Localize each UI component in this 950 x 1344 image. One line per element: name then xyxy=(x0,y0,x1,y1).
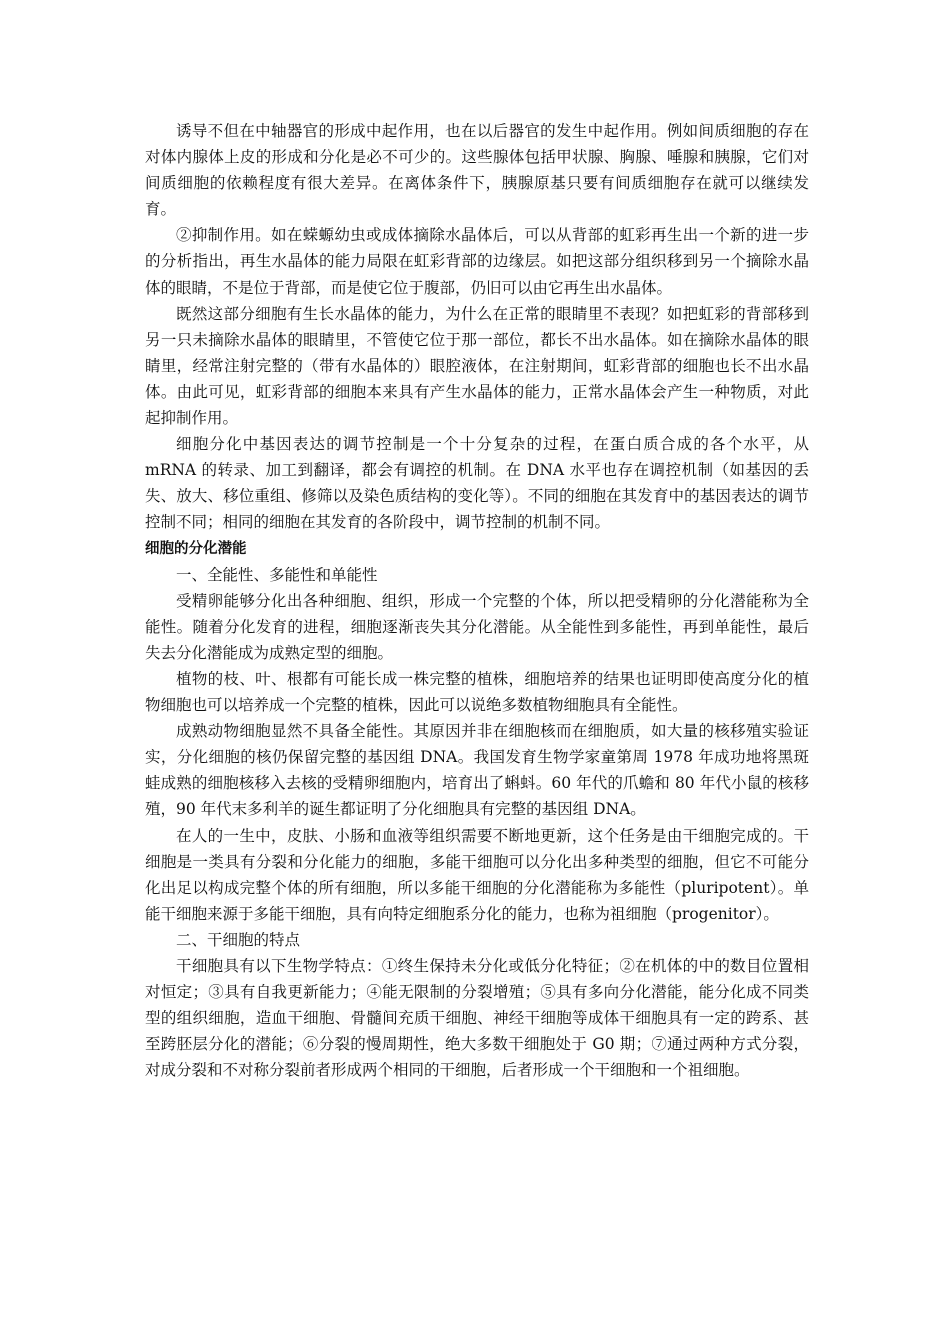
document-page xyxy=(145,118,809,1083)
paragraph-stem-cell-features: 干细胞具有以下生物学特点：①终生保持未分化或低分化特征；②在机体的中的数目位置相对恒定；③具有自我更新能力；④能无限制的分裂增殖；⑤具有多向分化潜能，能分化成不同类型的组织细胞，造血干细胞、骨髓间充质干细胞、神经干细胞等成体干细胞具有一定的跨系、甚至跨胚层分化的潜能；⑥分裂的慢周期性，绝大多数干细胞处于 G0 期；⑦通过两种方式分裂，对成分裂和不对称分裂前者形成两个相同的干细胞，后者形成一个干细胞和一个祖细胞。 xyxy=(145,957,809,1080)
paragraph-plant-cells: 植物的枝、叶、根都有可能长成一株完整的植株，细胞培养的结果也证明即使高度分化的植物细胞也可以培养成一个完整的植株，因此可以说绝多数植物细胞具有全能性。 xyxy=(145,669,809,715)
paragraph-induction: 诱导不但在中轴器官的形成中起作用，也在以后器官的发生中起作用。例如间质细胞的存在对体内腺体上皮的形成和分化是必不可少的。这些腺体包括甲状腺、胸腺、唾腺和胰腺，它们对间质细胞的依赖程度有很大差异。在离体条件下，胰腺原基只要有间质细胞存在就可以继续发育。 xyxy=(145,122,809,219)
paragraph-stem-cells: 在人的一生中，皮肤、小肠和血液等组织需要不断地更新，这个任务是由干细胞完成的。干细胞是一类具有分裂和分化能力的细胞，多能干细胞可以分化出多种类型的细胞，但它不可能分化出足以构成完整个体的所有细胞，所以多能干细胞的分化潜能称为多能性（pluripotent）。单能干细胞来源于多能干细胞，具有向特定细胞系分化的能力，也称为祖细胞（progenitor）。 xyxy=(145,826,809,923)
section-heading: 细胞的分化潜能 xyxy=(145,540,247,557)
paragraph-animal-cells: 成熟动物细胞显然不具备全能性。其原因并非在细胞核而在细胞质，如大量的核移殖实验证实，分化细胞的核仍保留完整的基因组 DNA。我国发育生物学家童第周 1978 年成功地将黑斑蛙成熟的细胞核移入去核的受精卵细胞内，培育出了蝌蚪。60 年代的爪蟾和 80 年代小鼠的核移殖，90 年代末多利羊的诞生都证明了分化细胞具有完整的基因组 DNA。 xyxy=(145,722,809,819)
paragraph-gene-regulation: 细胞分化中基因表达的调节控制是一个十分复杂的过程，在蛋白质合成的各个水平，从 mRNA 的转录、加工到翻译，都会有调控的机制。在 DNA 水平也存在调控机制（如基因的丢失、放大、移位重组、修筛以及染色质结构的变化等）。不同的细胞在其发育中的基因表达的调节控制不同；相同的细胞在其发育的各阶段中，调节控制的机制不同。 xyxy=(145,435,809,532)
paragraph-totipotency: 受精卵能够分化出各种细胞、组织，形成一个完整的个体，所以把受精卵的分化潜能称为全能性。随着分化发育的进程，细胞逐渐丧失其分化潜能。从全能性到多能性，再到单能性，最后失去分化潜能成为成熟定型的细胞。 xyxy=(145,591,809,662)
paragraph-lens-question: 既然这部分细胞有生长水晶体的能力，为什么在正常的眼睛里不表现？如把虹彩的背部移到另一只未摘除水晶体的眼睛里，不管使它位于那一部位，都长不出水晶体。如在摘除水晶体的眼睛里，经常注射完整的（带有水晶体的）眼腔液体，在注射期间，虹彩背部的细胞也长不出水晶体。由此可见，虹彩背部的细胞本来具有产生水晶体的能力，正常水晶体会产生一种物质，对此起抑制作用。 xyxy=(145,304,809,428)
subheading-potency: 一、全能性、多能性和单能性 xyxy=(176,565,378,584)
subheading-stem-cell-features: 二、干细胞的特点 xyxy=(176,930,301,949)
paragraph-inhibition: ②抑制作用。如在蝾螈幼虫或成体摘除水晶体后，可以从背部的虹彩再生出一个新的进一步的分析指出，再生水晶体的能力局限在虹彩背部的边缘层。如把这部分组织移到另一个摘除水晶体的眼睛，不是位于背部，而是使它位于腹部，仍旧可以由它再生出水晶体。 xyxy=(145,226,809,297)
